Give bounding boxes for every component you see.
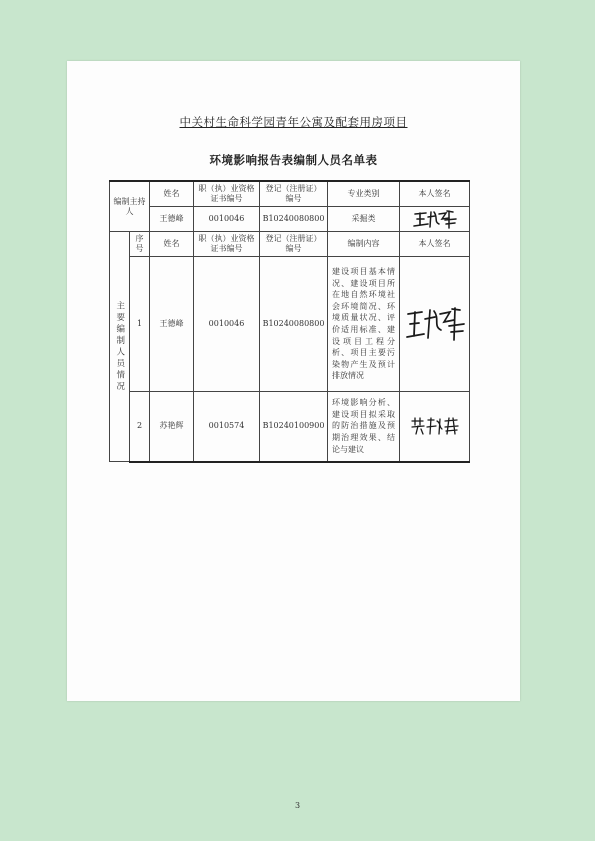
table-title: 环境影响报告表编制人员名单表 bbox=[209, 153, 378, 167]
host-reg-no: B10240080800 bbox=[260, 207, 328, 232]
host-name: 王德峰 bbox=[150, 207, 194, 232]
project-title: 中关村生命科学园青年公寓及配套用房项目 bbox=[179, 115, 408, 129]
header-content: 编制内容 bbox=[328, 232, 400, 257]
header-name: 姓名 bbox=[150, 181, 194, 207]
row-content: 环境影响分析、建设项目拟采取的防治措施及预期治理效果、结论与建议 bbox=[328, 392, 400, 462]
host-data-row bbox=[110, 207, 470, 232]
header-cert: 职（执）业资格证书编号 bbox=[194, 181, 260, 207]
header-category: 专业类别 bbox=[328, 181, 400, 207]
host-header-row bbox=[110, 181, 470, 207]
row-reg-no: B10240100900 bbox=[260, 392, 328, 462]
staff-section-label-text: 主要编制人员情况 bbox=[114, 300, 125, 393]
host-section-label: 编制主持人 bbox=[110, 181, 150, 232]
host-signature bbox=[400, 207, 470, 232]
row-seq: 1 bbox=[130, 257, 150, 392]
handwritten-signature bbox=[404, 304, 466, 344]
staff-section-label bbox=[110, 232, 130, 462]
row-signature bbox=[400, 257, 470, 392]
header-name: 姓名 bbox=[150, 232, 194, 257]
handwritten-signature bbox=[412, 208, 458, 230]
document-page bbox=[67, 61, 520, 701]
table-row bbox=[110, 257, 470, 392]
header-signature: 本人签名 bbox=[400, 232, 470, 257]
table-row bbox=[110, 392, 470, 462]
row-cert-no: 0010574 bbox=[194, 392, 260, 462]
row-name: 苏艳辉 bbox=[150, 392, 194, 462]
header-reg: 登记（注册证）编号 bbox=[260, 232, 328, 257]
row-name: 王德峰 bbox=[150, 257, 194, 392]
header-seq: 序号 bbox=[130, 232, 150, 257]
row-cert-no: 0010046 bbox=[194, 257, 260, 392]
header-reg: 登记（注册证）编号 bbox=[260, 181, 328, 207]
host-cert-no: 0010046 bbox=[194, 207, 260, 232]
row-signature bbox=[400, 392, 470, 462]
page-number: 3 bbox=[294, 801, 301, 810]
handwritten-signature bbox=[409, 415, 461, 437]
header-cert: 职（执）业资格证书编号 bbox=[194, 232, 260, 257]
staff-header-row bbox=[110, 232, 470, 257]
row-content: 建设项目基本情况、建设项目所在地自然环境社会环境简况、环境质量状况、评价适用标准、建设项目工程分析、项目主要污染物产生及预计排放情况 bbox=[328, 257, 400, 392]
header-signature: 本人签名 bbox=[400, 181, 470, 207]
host-category: 采掘类 bbox=[328, 207, 400, 232]
staff-table bbox=[109, 180, 470, 463]
row-reg-no: B10240080800 bbox=[260, 257, 328, 392]
row-seq: 2 bbox=[130, 392, 150, 462]
